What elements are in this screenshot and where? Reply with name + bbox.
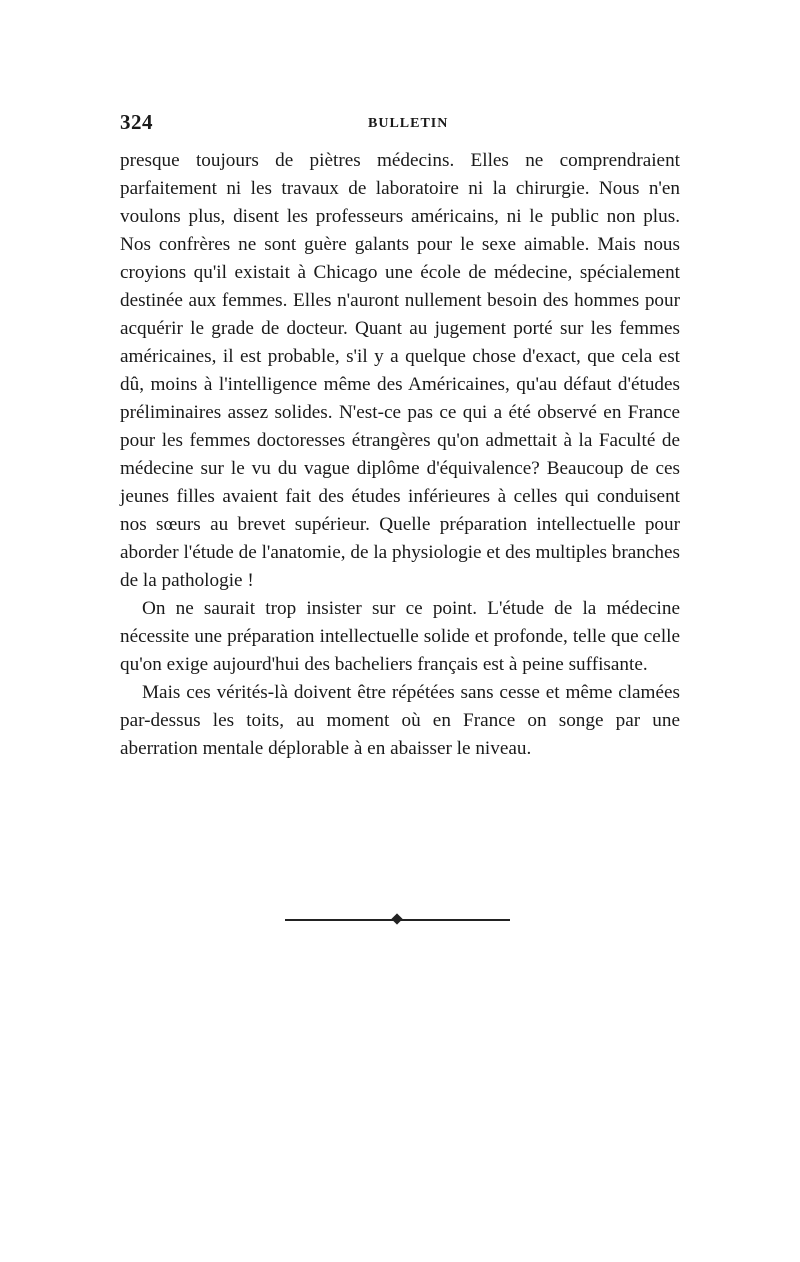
page-header: [120, 110, 680, 140]
section-end-ornament: [285, 914, 510, 926]
ornament-diamond-icon: [391, 913, 402, 924]
paragraph-2: On ne saurait trop insister sur ce point. L'étude de la médecine nécessite une préparation intellectuelle solide et profonde, telle que celle qu'on exige aujourd'hui des bacheliers français est à peine suffisante.: [120, 598, 680, 675]
running-head: BULLETIN: [368, 116, 449, 131]
paragraph-3: Mais ces vérités-là doivent être répétées sans cesse et même clamées par-dessus les toits, au moment où en France on songe par une aberration mentale déplorable à en abaisser le niveau.: [120, 682, 680, 759]
body-text: [120, 147, 680, 763]
page-number: 324: [120, 110, 153, 134]
paragraph-1: presque toujours de piètres médecins. Elles ne comprendraient parfaitement ni les travaux de laboratoire ni la chirurgie. Nous n'en voulons plus, disent les professeurs américains, ni le public non plus. Nos confrères ne sont guère galants pour le sexe aimable. Mais nous croyions qu'il existait à Chicago une école de médecine, spécialement destinée aux femmes. Elles n'auront nullement besoin des hommes pour acquérir le grade de docteur. Quant au jugement porté sur les femmes américaines, il est probable, s'il y a quelque chose d'exact, que cela est dû, moins à l'intelligence même des Américaines, qu'au défaut d'études préliminaires assez solides. N'est-ce pas ce qui a été observé en France pour les femmes doctoresses étrangères qu'on admettait à la Faculté de médecine sur le vu du vague diplôme d'équivalence? Beaucoup de ces jeunes filles avaient fait des études inférieures à celles qui conduisent nos sœurs au brevet supérieur. Quelle préparation intellectuelle pour aborder l'étude de l'anatomie, de la physiologie et des multiples branches de la pathologie !: [120, 150, 680, 591]
